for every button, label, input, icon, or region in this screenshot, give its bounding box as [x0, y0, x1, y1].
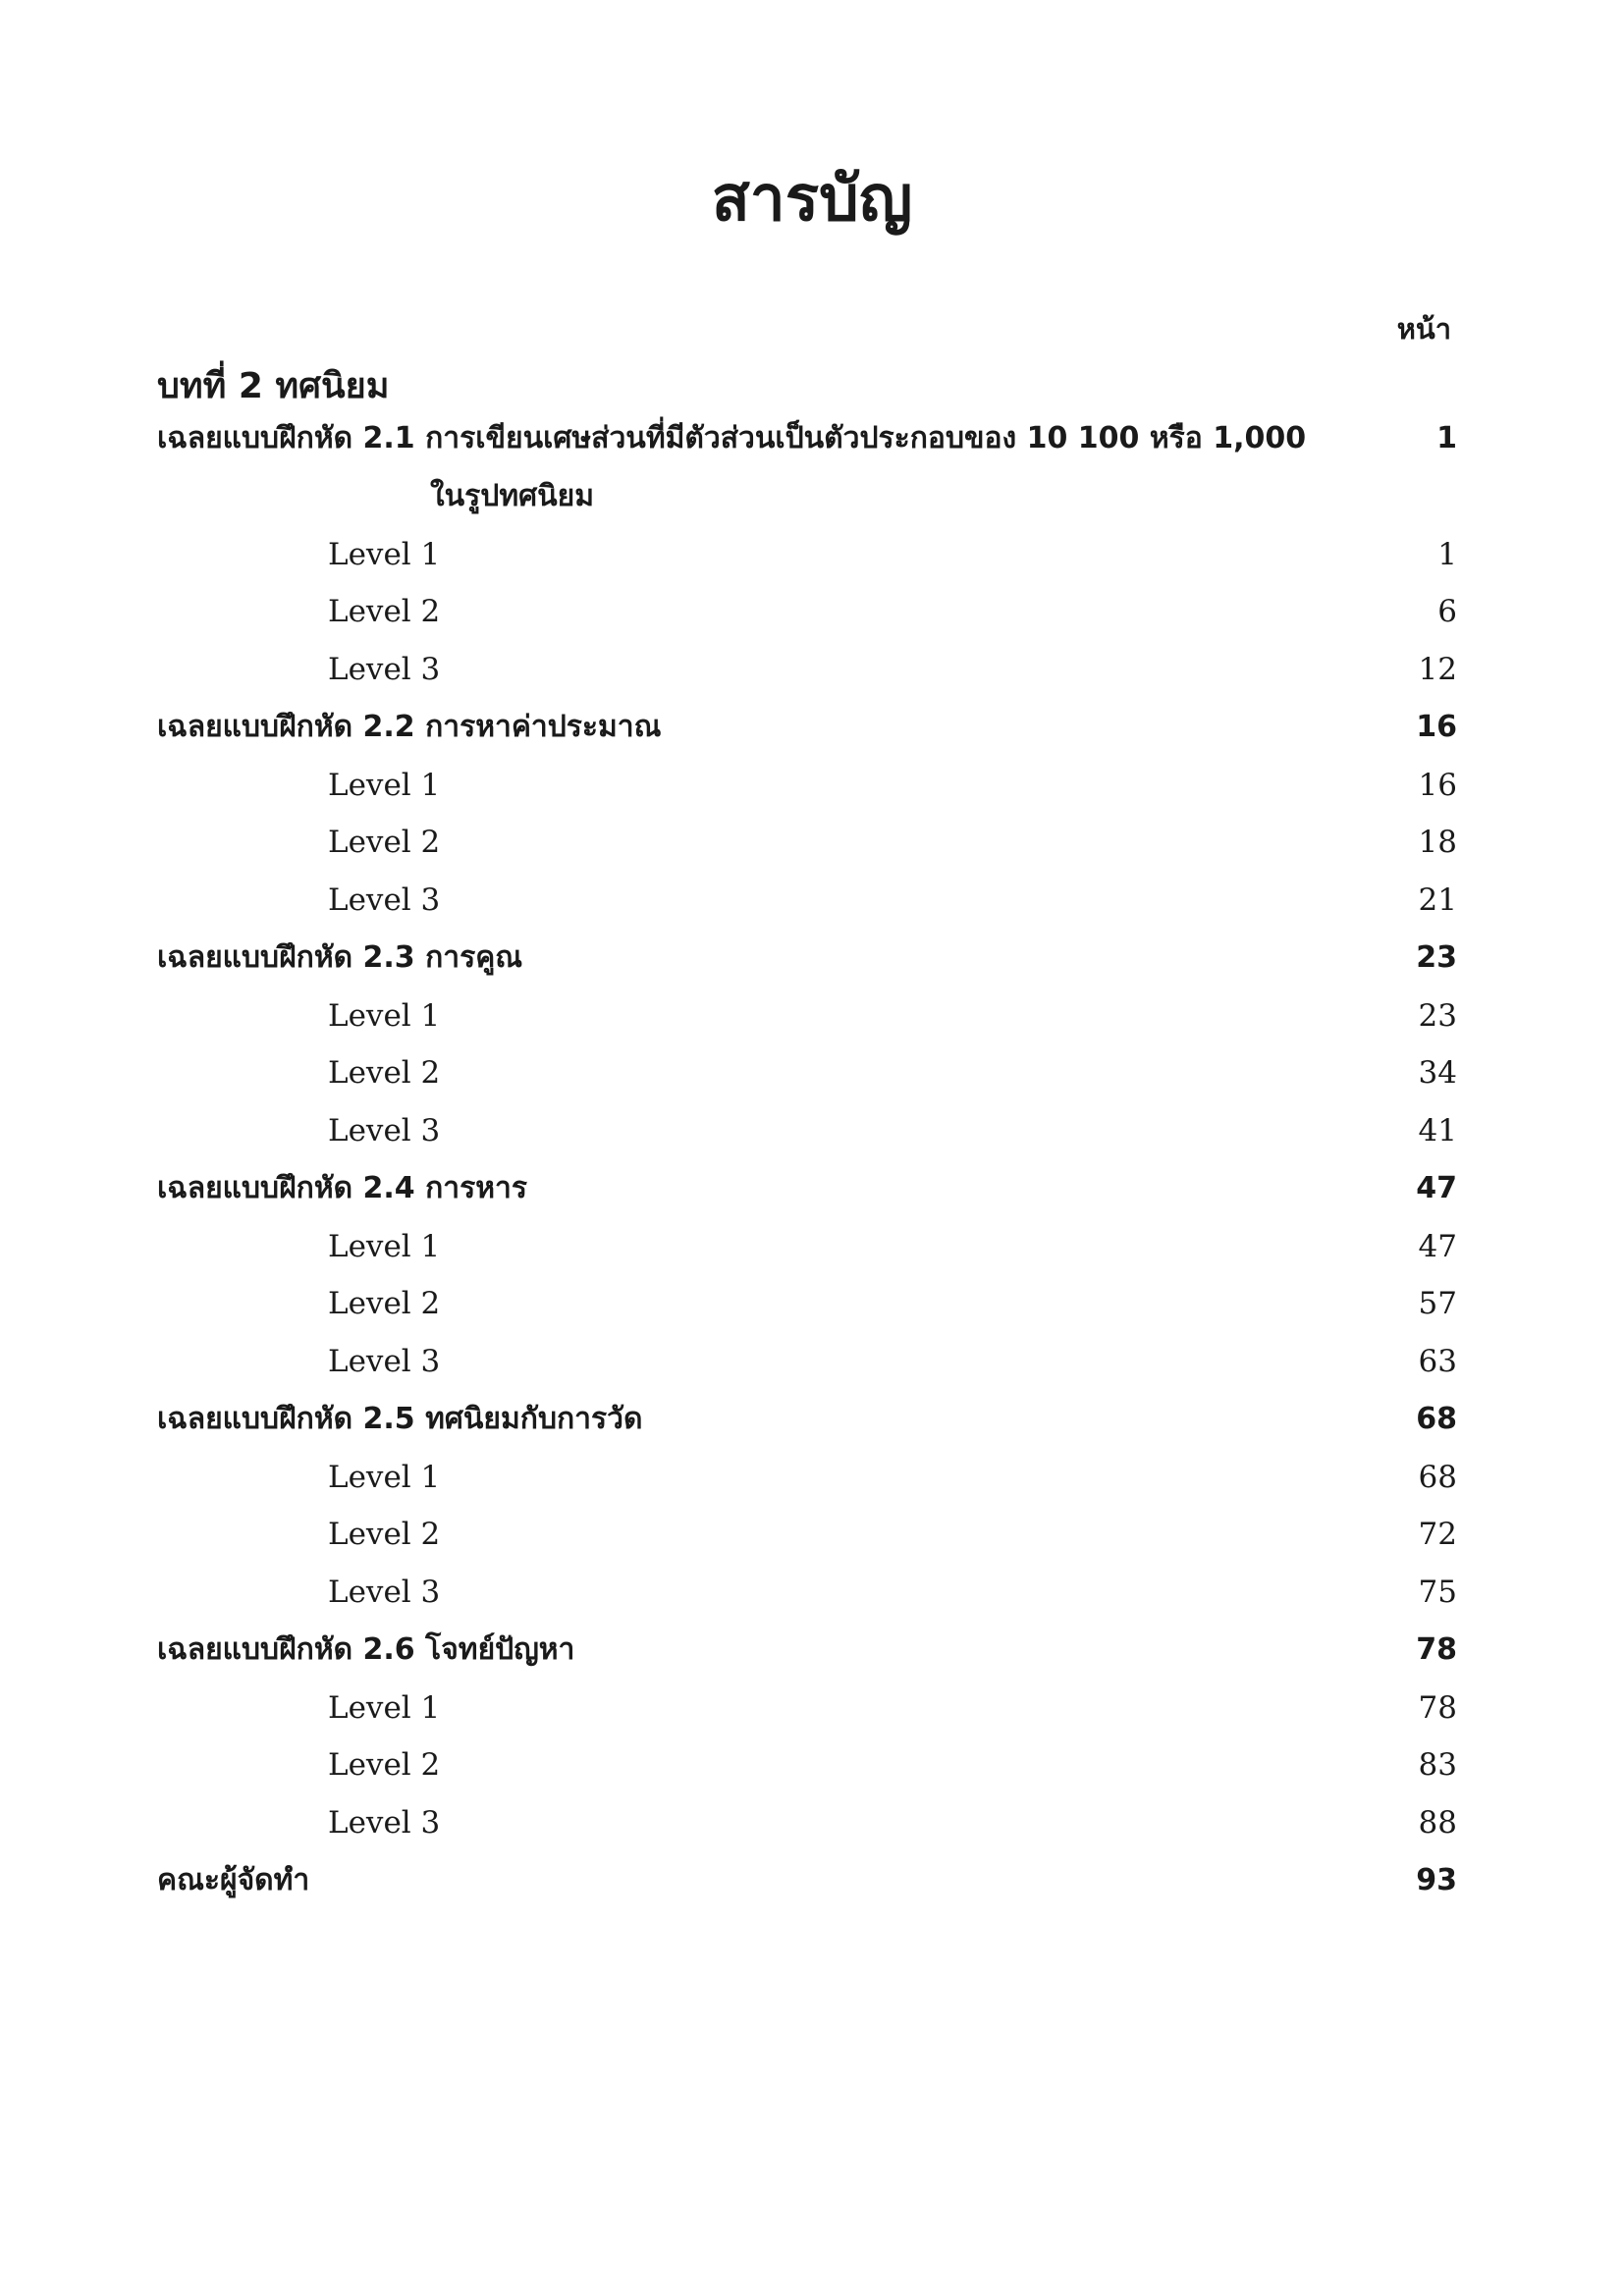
- toc-entry-label: Level 3: [328, 882, 441, 918]
- toc-page-number: 78: [1416, 1631, 1457, 1667]
- toc-level-row[interactable]: [157, 641, 1457, 699]
- toc-page-number: 23: [1418, 997, 1457, 1034]
- toc-entry-label: Level 1: [328, 997, 441, 1034]
- toc-page-number: 57: [1418, 1286, 1457, 1322]
- toc-page-number: 16: [1418, 767, 1457, 803]
- toc-page-number: 78: [1418, 1689, 1457, 1726]
- toc-level-row[interactable]: [157, 988, 1457, 1045]
- toc-entry-label: Level 3: [328, 1113, 441, 1148]
- toc-entry-label: Level 2: [328, 1286, 441, 1322]
- page-title: สารบัญ: [711, 163, 913, 236]
- toc-section-row[interactable]: [157, 1391, 1457, 1449]
- toc-entry-label: Level 3: [328, 1575, 441, 1610]
- toc-page-number: 68: [1418, 1459, 1457, 1495]
- toc-page-number: 41: [1418, 1113, 1457, 1148]
- toc-entry-label: Level 1: [328, 1459, 441, 1495]
- toc-level-row[interactable]: [157, 872, 1457, 930]
- toc-level-row[interactable]: [157, 1680, 1457, 1737]
- toc-page-number: 21: [1418, 882, 1457, 918]
- toc-entry-label: Level 2: [328, 1055, 441, 1092]
- toc-level-row[interactable]: [157, 1736, 1457, 1794]
- toc-entry-label: Level 2: [328, 1747, 441, 1784]
- toc-level-row[interactable]: [157, 1044, 1457, 1102]
- toc-page-number: 47: [1418, 1228, 1457, 1264]
- toc-page-number: 12: [1418, 652, 1457, 687]
- toc-page-number: 16: [1416, 709, 1457, 744]
- toc-entry-label: Level 3: [328, 652, 441, 687]
- toc-entry-label: Level 1: [328, 767, 441, 803]
- toc-entry-label: เฉลยแบบฝึกหัด 2.4 การหาร: [157, 1170, 527, 1205]
- toc-entry-label: Level 1: [328, 1228, 441, 1264]
- toc-section-row[interactable]: [157, 930, 1457, 988]
- toc-page-number: 23: [1416, 939, 1457, 975]
- toc-entry-label: Level 1: [328, 536, 441, 572]
- toc-level-row[interactable]: [157, 1449, 1457, 1507]
- toc-entry-label: Level 2: [328, 594, 441, 630]
- chapter-heading: บทที่ 2 ทศนิยม: [157, 366, 390, 406]
- page-column-label: หน้า: [1396, 312, 1451, 346]
- toc-page-number: 83: [1418, 1747, 1457, 1784]
- table-of-contents: [157, 410, 1457, 1910]
- toc-level-row[interactable]: [157, 1275, 1457, 1333]
- toc-page-number: 6: [1437, 594, 1457, 630]
- toc-page-number: 68: [1416, 1401, 1457, 1436]
- toc-continuation-row[interactable]: [157, 468, 1457, 526]
- toc-entry-label: คณะผู้จัดทำ: [157, 1862, 310, 1897]
- toc-page-number: 47: [1416, 1170, 1457, 1205]
- toc-level-row[interactable]: [157, 1102, 1457, 1160]
- toc-page-number: 93: [1416, 1862, 1457, 1897]
- toc-entry-label: Level 3: [328, 1805, 441, 1841]
- toc-page-number: 1: [1436, 421, 1457, 455]
- toc-entry-label: Level 2: [328, 1517, 441, 1553]
- toc-entry-label: เฉลยแบบฝึกหัด 2.3 การคูณ: [157, 939, 523, 975]
- toc-level-row[interactable]: [157, 1333, 1457, 1391]
- toc-level-row[interactable]: [157, 1794, 1457, 1852]
- toc-level-row[interactable]: [157, 583, 1457, 641]
- toc-page-number: 34: [1418, 1055, 1457, 1092]
- toc-page-number: 72: [1418, 1517, 1457, 1553]
- toc-entry-label: เฉลยแบบฝึกหัด 2.5 ทศนิยมกับการวัด: [157, 1401, 643, 1436]
- toc-page-number: 18: [1418, 825, 1457, 861]
- toc-level-row[interactable]: [157, 1564, 1457, 1622]
- toc-page-number: 63: [1418, 1344, 1457, 1379]
- toc-section-row[interactable]: [157, 410, 1457, 468]
- toc-entry-label: Level 3: [328, 1344, 441, 1379]
- toc-entry-label: เฉลยแบบฝึกหัด 2.6 โจทย์ปัญหา: [157, 1631, 575, 1667]
- toc-level-row[interactable]: [157, 1218, 1457, 1276]
- toc-entry-label: Level 2: [328, 825, 441, 861]
- toc-level-row[interactable]: [157, 757, 1457, 815]
- toc-level-row[interactable]: [157, 526, 1457, 584]
- toc-entry-label: เฉลยแบบฝึกหัด 2.1 การเขียนเศษส่วนที่มีตัวส่วนเป็นตัวประกอบของ 10 100 หรือ 1,000: [157, 421, 1307, 455]
- toc-section-row[interactable]: [157, 1160, 1457, 1218]
- toc-level-row[interactable]: [157, 1506, 1457, 1564]
- toc-entry-label: เฉลยแบบฝึกหัด 2.2 การหาค่าประมาณ: [157, 709, 662, 744]
- toc-level-row[interactable]: [157, 814, 1457, 872]
- toc-section-row[interactable]: [157, 699, 1457, 757]
- toc-page-number: 75: [1418, 1575, 1457, 1610]
- toc-page-number: 88: [1418, 1805, 1457, 1841]
- toc-page-number: 1: [1437, 536, 1457, 572]
- toc-entry-label: Level 1: [328, 1689, 441, 1726]
- toc-section-row[interactable]: [157, 1622, 1457, 1680]
- toc-section-row[interactable]: [157, 1852, 1457, 1910]
- toc-entry-label: ในรูปทศนิยม: [430, 478, 594, 513]
